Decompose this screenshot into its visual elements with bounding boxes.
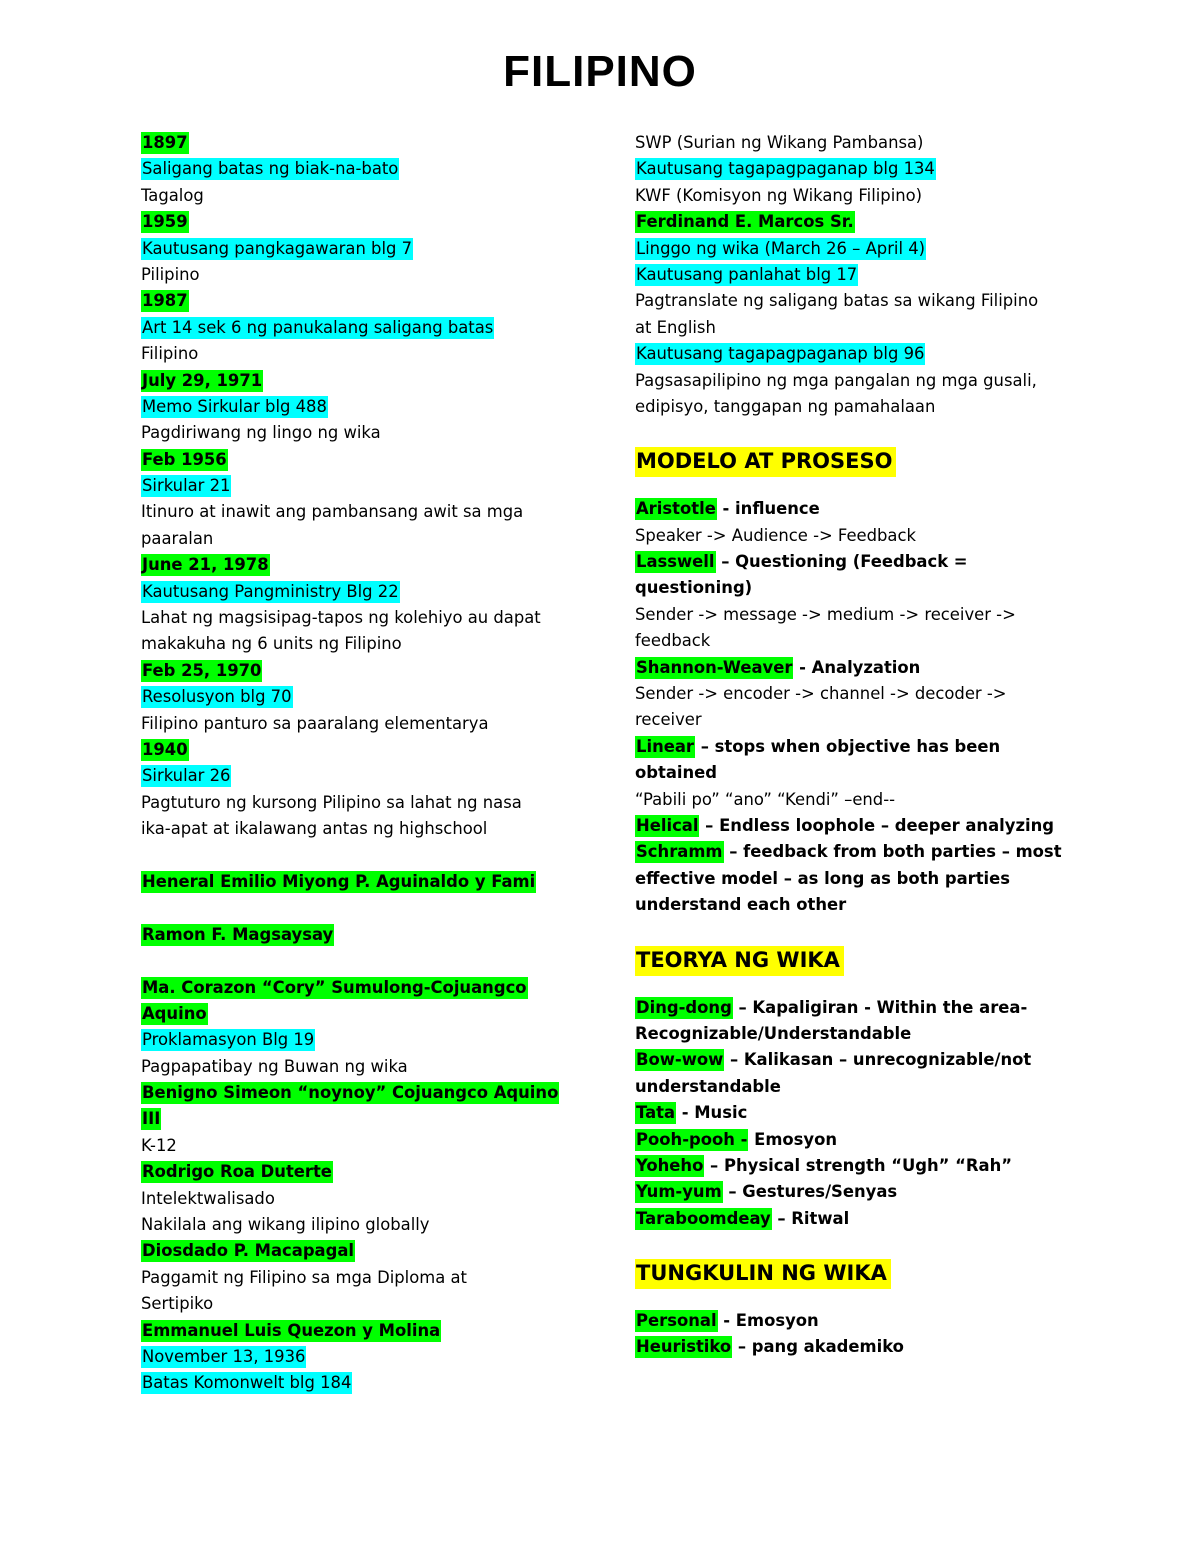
theory-name: Yum-yum	[636, 1182, 722, 1202]
year-label: 1897	[142, 133, 188, 152]
section-heading: TUNGKULIN NG WIKA	[635, 1259, 891, 1289]
year-label: 1959	[142, 212, 188, 232]
description: at English	[635, 317, 716, 337]
president-name: III	[142, 1109, 161, 1129]
description: KWF (Komisyon ng Wikang Filipino)	[635, 185, 923, 205]
model-name: Linear	[636, 736, 694, 756]
law-label: Kautusang tagapagpaganap blg 96	[636, 344, 925, 364]
description: Pagsasapilipino ng mga pangalan ng mga gusali,	[635, 370, 1037, 390]
law-label: Batas Komonwelt blg 184	[142, 1373, 352, 1393]
section-heading: MODELO AT PROSESO	[635, 447, 896, 477]
description: Pagpapatibay ng Buwan ng wika	[141, 1056, 408, 1076]
description: SWP (Surian ng Wikang Pambansa)	[635, 133, 924, 152]
date-label: Feb 1956	[142, 449, 227, 469]
law-label: Saligang batas ng biak-na-bato	[142, 159, 399, 179]
law-label: Kautusang panlahat blg 17	[636, 264, 858, 284]
model-name: Helical	[636, 815, 699, 835]
theory-description: - Music	[676, 1103, 748, 1123]
model-description: – stops when objective has been	[695, 736, 1001, 756]
president-name: Aquino	[142, 1003, 207, 1023]
model-name: Schramm	[636, 842, 723, 862]
description: Sertipiko	[141, 1294, 214, 1314]
law-label: Memo Sirkular blg 488	[142, 396, 327, 416]
model-name: Shannon-Weaver	[636, 657, 793, 677]
theory-name: Taraboomdeay	[636, 1208, 771, 1228]
law-label: Kautusang Pangministry Blg 22	[142, 581, 399, 601]
description: Tagalog	[141, 185, 204, 205]
section-heading: TEORYA NG WIKA	[635, 946, 844, 976]
description: Filipino	[141, 344, 199, 364]
theory-description: – Ritwal	[771, 1208, 850, 1228]
theory-name: Bow-wow	[636, 1050, 724, 1070]
description: paaralan	[141, 528, 214, 548]
law-label: Kautusang tagapagpaganap blg 134	[636, 159, 935, 179]
left-column	[141, 130, 581, 1397]
function-description: - Emosyon	[717, 1311, 819, 1331]
model-description: – feedback from both parties – most	[723, 842, 1062, 862]
model-description: - Analyzation	[793, 657, 921, 677]
president-name: Diosdado P. Macapagal	[142, 1241, 355, 1261]
theory-description: – Gestures/Senyas	[722, 1182, 898, 1202]
description: edipisyo, tanggapan ng pamahalaan	[635, 396, 936, 416]
model-name: Lasswell	[636, 552, 715, 572]
model-description: – Questioning (Feedback =	[715, 552, 968, 572]
theory-description: – Kapaligiran - Within the area-	[732, 997, 1028, 1017]
model-flow: receiver	[635, 710, 702, 730]
description: K-12	[141, 1135, 177, 1155]
law-label: Resolusyon blg 70	[142, 687, 292, 707]
theory-name: Ding-dong	[636, 997, 732, 1017]
theory-description: – Kalikasan – unrecognizable/not	[724, 1050, 1032, 1070]
theory-description: Emosyon	[748, 1129, 838, 1149]
model-description: understand each other	[635, 895, 847, 915]
president-name: Heneral Emilio Miyong P. Aguinaldo y Fami	[142, 871, 536, 891]
description: ika-apat at ikalawang antas ng highschool	[141, 819, 488, 839]
description: Intelektwalisado	[141, 1188, 275, 1208]
function-description: – pang akademiko	[732, 1337, 904, 1357]
theory-description: understandable	[635, 1076, 781, 1096]
description: Pagtuturo ng kursong Pilipino sa lahat ng nasa	[141, 792, 522, 812]
description: Pagdiriwang ng lingo ng wika	[141, 423, 381, 443]
year-label: 1987	[142, 291, 188, 311]
description: Lahat ng magsisipag-tapos ng kolehiyo au dapat	[141, 608, 541, 628]
president-name: Emmanuel Luis Quezon y Molina	[142, 1320, 441, 1340]
date-label: June 21, 1978	[142, 555, 269, 575]
model-description: obtained	[635, 763, 718, 783]
model-description: – Endless loophole – deeper analyzing	[699, 815, 1055, 835]
theory-description: – Physical strength “Ugh” “Rah”	[704, 1155, 1013, 1175]
description: makakuha ng 6 units ng Filipino	[141, 634, 402, 654]
president-name: Rodrigo Roa Duterte	[142, 1162, 332, 1182]
date-label: November 13, 1936	[142, 1346, 306, 1366]
description: Nakilala ang wikang ilipino globally	[141, 1215, 430, 1235]
model-description: questioning)	[635, 578, 753, 598]
description: Pilipino	[141, 264, 200, 284]
year-label: 1940	[142, 739, 188, 759]
description: Paggamit ng Filipino sa mga Diploma at	[141, 1267, 467, 1287]
document-title: FILIPINO	[503, 47, 697, 96]
model-flow: Sender -> message -> medium -> receiver ->	[635, 604, 1016, 624]
law-label: Kautusang pangkagawaran blg 7	[142, 238, 413, 258]
law-label: Proklamasyon Blg 19	[142, 1030, 315, 1050]
description: Filipino panturo sa paaralang elementarya	[141, 713, 489, 733]
president-name: Ramon F. Magsaysay	[142, 924, 334, 944]
law-label: Sirkular 26	[142, 766, 231, 786]
model-example: “Pabili po” “ano” “Kendi” –end--	[635, 789, 896, 809]
theory-name: Tata	[636, 1103, 676, 1123]
description: Pagtranslate ng saligang batas sa wikang Filipino	[635, 291, 1039, 311]
president-name: Ma. Corazon “Cory” Sumulong-Cojuangco	[142, 977, 527, 997]
law-label: Linggo ng wika (March 26 – April 4)	[636, 238, 926, 258]
president-name: Benigno Simeon “noynoy” Cojuangco Aquino	[142, 1083, 559, 1103]
theory-name: Yoheho	[636, 1155, 704, 1175]
model-flow: Sender -> encoder -> channel -> decoder ->	[635, 684, 1007, 704]
model-description: effective model – as long as both parties	[635, 868, 1011, 888]
right-column	[635, 130, 1075, 1361]
president-name: Ferdinand E. Marcos Sr.	[636, 212, 854, 232]
date-label: July 29, 1971	[142, 370, 263, 390]
law-label: Sirkular 21	[142, 476, 231, 496]
function-name: Heuristiko	[636, 1337, 732, 1357]
theory-description: Recognizable/Understandable	[635, 1023, 912, 1043]
description: Itinuro at inawit ang pambansang awit sa mga	[141, 502, 524, 522]
function-name: Personal	[636, 1311, 717, 1331]
theory-name: Pooh-pooh -	[636, 1129, 748, 1149]
model-flow: Speaker -> Audience -> Feedback	[635, 525, 916, 545]
law-label: Art 14 sek 6 ng panukalang saligang batas	[142, 317, 494, 337]
date-label: Feb 25, 1970	[142, 660, 262, 680]
model-name: Aristotle	[636, 499, 716, 519]
model-flow: feedback	[635, 631, 711, 651]
model-description: - influence	[716, 499, 820, 519]
